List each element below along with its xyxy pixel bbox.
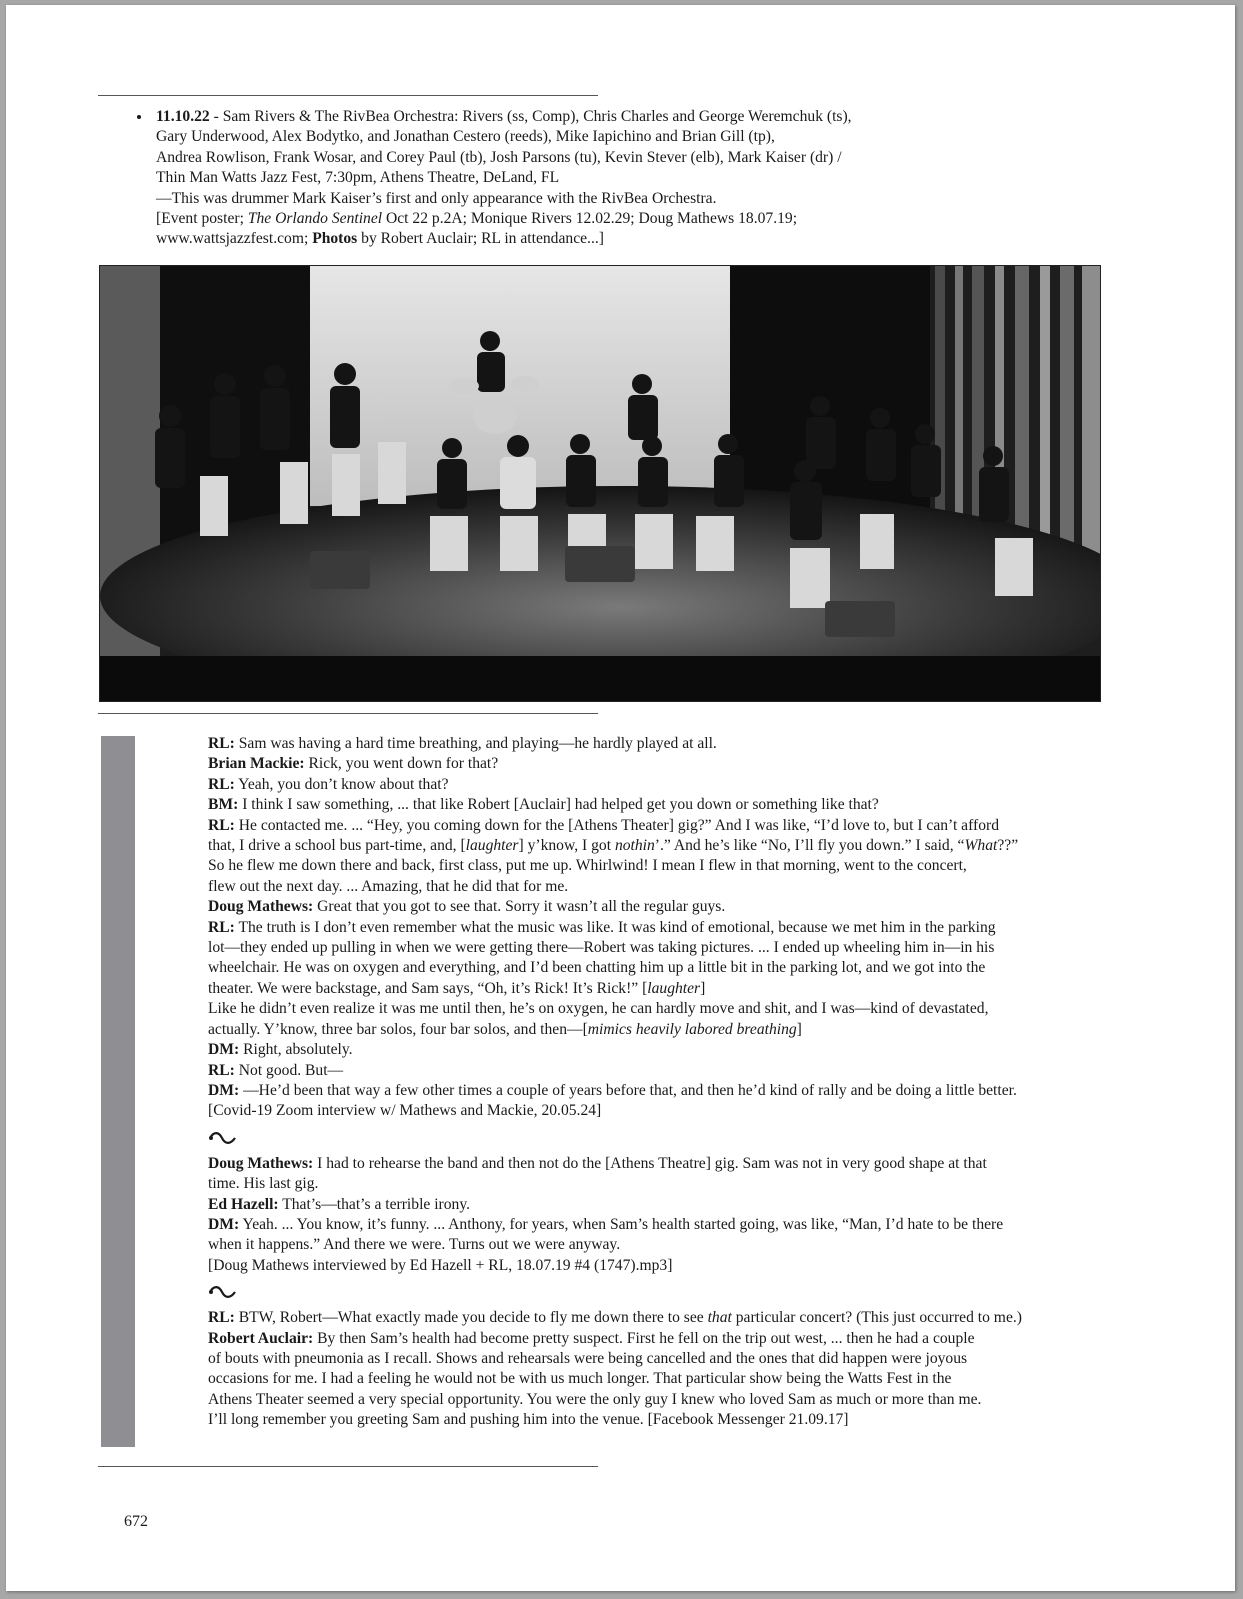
quote-line bbox=[208, 816, 1108, 836]
quote-line: occasions for me. I had a feeling he would not be with us much longer. That particular show being the Watts Fest in the bbox=[208, 1370, 952, 1388]
quote-text: ’.” And he’s like “No, I’ll fly you down.” I said, “ bbox=[654, 837, 965, 855]
quote-italic: laughter bbox=[647, 979, 701, 997]
entry-sources-2 bbox=[156, 229, 1134, 249]
quote-line: wheelchair. He was on oxygen and everything, and I’d been chatting him up a little bit in the parking lot, and we got into the bbox=[208, 959, 986, 977]
quote-source: [Covid-19 Zoom interview w/ Mathews and Mackie, 20.05.24] bbox=[208, 1102, 602, 1120]
quote-line: time. His last gig. bbox=[208, 1175, 319, 1193]
quotes-block bbox=[208, 734, 1108, 1431]
quote-text: ] bbox=[796, 1020, 802, 1038]
quote-line bbox=[208, 1081, 1108, 1101]
entry-line-3: Andrea Rowlison, Frank Wosar, and Corey Paul (tb), Josh Parsons (tu), Kevin Stever (elb), Mark Kaiser (dr) / bbox=[156, 148, 842, 166]
quote-line: of bouts with pneumonia as I recall. Shows and rehearsals were being cancelled and the ones that did happen were joyous bbox=[208, 1349, 968, 1367]
quote-text: Yeah, you don’t know about that? bbox=[234, 775, 449, 793]
quote-line bbox=[208, 918, 1108, 938]
quote-text: theater. We were backstage, and Sam says, “Oh, it’s Rick! It’s Rick!” [ bbox=[208, 979, 648, 997]
quote-text: By then Sam’s health had become pretty suspect. First he fell on the trip out west, ... then he had a couple bbox=[313, 1329, 975, 1347]
speaker: BM: bbox=[208, 796, 239, 814]
quote-italic: laughter bbox=[465, 837, 519, 855]
quote-line bbox=[208, 754, 1108, 774]
src-text: by Robert Auclair; RL in attendance...] bbox=[357, 230, 604, 248]
speaker: DM: bbox=[208, 1081, 240, 1099]
page-number: 672 bbox=[124, 1513, 148, 1530]
band-photo bbox=[99, 265, 1101, 702]
quote-text: I think I saw something, ... that like Robert [Auclair] had helped get you down or something like that? bbox=[238, 796, 879, 814]
quote-text: actually. Y’know, three bar solos, four bar solos, and then—[ bbox=[208, 1020, 588, 1038]
speaker: Doug Mathews: bbox=[208, 898, 314, 916]
quote-line bbox=[208, 1308, 1108, 1328]
quote-text: particular concert? (This just occurred to me.) bbox=[731, 1309, 1022, 1327]
quote-line bbox=[208, 897, 1108, 917]
quote-text: Sam was having a hard time breathing, and playing—he hardly played at all. bbox=[234, 735, 717, 752]
quote-text: I had to rehearse the band and then not do the [Athens Theatre] gig. Sam was not in very good shape at that bbox=[313, 1154, 987, 1172]
entry-personnel-1: - Sam Rivers & The RivBea Orchestra: Rivers (ss, Comp), Chris Charles and George Weremchuk (ts), bbox=[209, 108, 852, 125]
quote-line bbox=[208, 1040, 1108, 1060]
quote-line bbox=[208, 1195, 1108, 1215]
quote-sidebar-bar bbox=[101, 736, 135, 1447]
quote-italic: that bbox=[707, 1309, 732, 1327]
quote-line: Athens Theater seemed a very special opportunity. You were the only guy I knew who loved Sam as much or more than me. bbox=[208, 1390, 982, 1408]
entry-venue: Thin Man Watts Jazz Fest, 7:30pm, Athens Theatre, DeLand, FL bbox=[156, 169, 560, 187]
quote-line bbox=[208, 775, 1108, 795]
quote-line bbox=[208, 1329, 1108, 1349]
src-photos-label: Photos bbox=[312, 230, 358, 248]
quote-line bbox=[208, 836, 1108, 856]
quote-text: Not good. But— bbox=[234, 1061, 344, 1079]
section-swash-icon bbox=[208, 1282, 238, 1302]
speaker: DM: bbox=[208, 1041, 240, 1059]
speaker: DM: bbox=[208, 1215, 240, 1233]
speaker: RL: bbox=[208, 775, 235, 793]
quote-italic: mimics heavily labored breathing bbox=[587, 1020, 797, 1038]
quote-line bbox=[208, 1154, 1108, 1174]
quote-text: BTW, Robert—What exactly made you decide to fly me down there to see bbox=[234, 1309, 708, 1327]
discography-entry bbox=[134, 107, 1134, 250]
quote-text: ] bbox=[700, 979, 706, 997]
speaker: RL: bbox=[208, 1061, 235, 1079]
quote-text: ] y’know, I got bbox=[518, 837, 615, 855]
quote-text: Great that you got to see that. Sorry it wasn’t all the regular guys. bbox=[313, 898, 726, 916]
quote-text: Right, absolutely. bbox=[239, 1041, 353, 1059]
speaker: RL: bbox=[208, 735, 235, 752]
quote-line bbox=[208, 979, 1108, 999]
quote-line bbox=[208, 1061, 1108, 1081]
quote-italic: nothin bbox=[614, 837, 655, 855]
quote-text: The truth is I don’t even remember what the music was like. It was kind of emotional, because we met him in the parking bbox=[234, 918, 996, 936]
src-text: Oct 22 p.2A; Monique Rivers 12.02.29; Doug Mathews 18.07.19; bbox=[382, 210, 798, 228]
quote-line bbox=[208, 1215, 1108, 1235]
entry-date: 11.10.22 bbox=[156, 108, 210, 125]
speaker: RL: bbox=[208, 1309, 235, 1327]
speaker: Brian Mackie: bbox=[208, 755, 305, 773]
speaker: Doug Mathews: bbox=[208, 1154, 314, 1172]
speaker: RL: bbox=[208, 918, 235, 936]
quote-line: So he flew me down there and back, first class, put me up. Whirlwind! I mean I flew in that morning, went to the concert, bbox=[208, 857, 967, 875]
quote-line: flew out the next day. ... Amazing, that he did that for me. bbox=[208, 877, 569, 895]
entry-item bbox=[152, 107, 1134, 250]
band-photo-image bbox=[100, 266, 1100, 701]
quote-line bbox=[208, 795, 1108, 815]
section-swash-icon bbox=[208, 1128, 238, 1148]
quote-line: when it happens.” And there we were. Turns out we were anyway. bbox=[208, 1236, 621, 1254]
top-rule bbox=[98, 95, 598, 96]
speaker: Ed Hazell: bbox=[208, 1195, 279, 1213]
quote-text: That’s—that’s a terrible irony. bbox=[278, 1195, 471, 1213]
quote-line bbox=[208, 734, 1108, 754]
document-page bbox=[6, 5, 1235, 1591]
quote-text: Rick, you went down for that? bbox=[304, 755, 499, 773]
entry-list bbox=[134, 107, 1134, 250]
quote-text: —He’d been that way a few other times a couple of years before that, and then he’d kind of rally and be doing a little better. bbox=[239, 1081, 1017, 1099]
quote-line: I’ll long remember you greeting Sam and pushing him into the venue. [Facebook Messenger 21.09.17] bbox=[208, 1411, 849, 1429]
entry-line-1 bbox=[156, 107, 1134, 127]
speaker: Robert Auclair: bbox=[208, 1329, 314, 1347]
src-website: www.wattsjazzfest.com; bbox=[156, 230, 313, 248]
entry-line-2: Gary Underwood, Alex Bodytko, and Jonathan Cestero (reeds), Mike Iapichino and Brian Gill (tp), bbox=[156, 128, 775, 146]
quote-text: He contacted me. ... “Hey, you coming down for the [Athens Theater] gig?” And I was like, “I’d love to, but I can’t afford bbox=[234, 816, 999, 834]
quote-italic: What bbox=[964, 837, 998, 855]
quote-source: [Doug Mathews interviewed by Ed Hazell + RL, 18.07.19 #4 (1747).mp3] bbox=[208, 1256, 673, 1274]
quote-text: Yeah. ... You know, it’s funny. ... Anthony, for years, when Sam’s health started going, was like, “Man, I’d hate to be there bbox=[239, 1215, 1004, 1233]
speaker: RL: bbox=[208, 816, 235, 834]
bottom-rule bbox=[98, 1466, 598, 1467]
src-publication: The Orlando Sentinel bbox=[247, 210, 383, 228]
quote-line: lot—they ended up pulling in when we were getting there—Robert was taking pictures. ... I ended up wheeling him in—in his bbox=[208, 939, 995, 957]
entry-sources-1 bbox=[156, 209, 1134, 229]
quote-line bbox=[208, 1020, 1108, 1040]
quote-text: ??” bbox=[997, 837, 1019, 855]
quote-line: Like he didn’t even realize it was me until then, he’s on oxygen, he can hardly move and shit, and I was—kind of devastated, bbox=[208, 1000, 989, 1018]
mid-rule bbox=[98, 713, 598, 714]
src-text: [Event poster; bbox=[156, 210, 248, 228]
entry-note: —This was drummer Mark Kaiser’s first and only appearance with the RivBea Orchestra. bbox=[156, 189, 717, 207]
quote-text: that, I drive a school bus part-time, and, [ bbox=[208, 837, 466, 855]
